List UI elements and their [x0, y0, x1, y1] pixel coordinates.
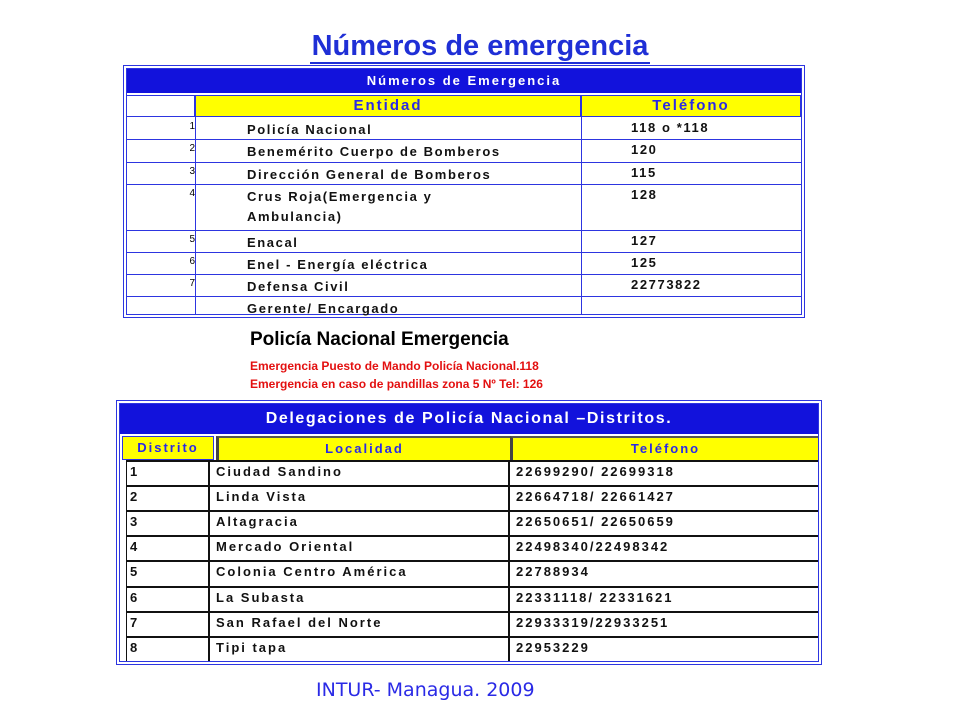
policia-title: Policía Nacional Emergencia: [250, 329, 509, 350]
row-entidad: Benemérito Cuerpo de Bomberos: [247, 144, 501, 159]
row-number: 1: [189, 121, 195, 132]
row-localidad: Ciudad Sandino: [216, 464, 343, 479]
row-localidad: La Subasta: [216, 590, 306, 605]
row-telefono: 22664718/ 22661427: [516, 489, 675, 504]
row-distrito: 6: [130, 590, 140, 605]
policia-line-2: Emergencia en caso de pandillas zona 5 Nº Tel: 126: [250, 377, 543, 391]
row-localidad: Mercado Oriental: [216, 539, 355, 554]
table-row: [126, 611, 818, 634]
table1-col-telefono: Teléfono: [581, 95, 801, 117]
row-entidad: Policía Nacional: [247, 122, 373, 137]
table2-col-localidad: Localidad: [216, 436, 510, 460]
table2-col-distrito: Distrito: [122, 436, 214, 460]
table-row: [127, 162, 801, 185]
row-number: 2: [189, 143, 195, 154]
row-telefono: 22699290/ 22699318: [516, 464, 675, 479]
table-row: [126, 636, 818, 657]
row-localidad: San Rafael del Norte: [216, 615, 383, 630]
table-row: [127, 230, 801, 253]
table-row: [126, 560, 818, 583]
row-distrito: 4: [130, 539, 140, 554]
row-telefono: 22933319/22933251: [516, 615, 670, 630]
row-telefono: 127: [631, 233, 658, 248]
table1-col-entidad: Entidad: [195, 95, 581, 117]
row-number: 4: [189, 188, 195, 199]
row-telefono: 115: [631, 165, 657, 180]
row-localidad: Linda Vista: [216, 489, 308, 504]
row-telefono: 22498340/22498342: [516, 539, 670, 554]
table2-col-telefono: Teléfono: [510, 436, 818, 460]
row-entidad: Defensa Civil: [247, 279, 350, 294]
police-delegations-table: [116, 400, 822, 665]
table-row: [127, 117, 801, 140]
row-telefono: 120: [631, 142, 658, 157]
row-localidad: Altagracia: [216, 514, 299, 529]
row-entidad: Dirección General de Bomberos: [247, 167, 492, 182]
row-entidad: Gerente/ Encargado: [247, 301, 400, 316]
row-number: 5: [189, 234, 195, 245]
table-row: [126, 510, 818, 533]
page-title-text: Números de emergencia: [311, 30, 649, 62]
table1-col-blank: [127, 95, 195, 117]
row-distrito: 3: [130, 514, 140, 529]
row-distrito: 5: [130, 564, 140, 579]
row-telefono: 22788934: [516, 564, 590, 579]
row-distrito: 1: [130, 464, 140, 479]
row-entidad: Enacal: [247, 235, 299, 250]
row-localidad: Tipi tapa: [216, 640, 288, 655]
policia-line-1: Emergencia Puesto de Mando Policía Nacional.118: [250, 359, 539, 373]
emergency-numbers-table: [123, 65, 805, 318]
footer-credit: INTUR- Managua. 2009: [316, 679, 535, 701]
row-telefono: 125: [631, 255, 658, 270]
row-localidad: Colonia Centro América: [216, 564, 408, 579]
row-telefono: 22650651/ 22650659: [516, 514, 675, 529]
row-telefono: 22331118/ 22331621: [516, 590, 674, 605]
table-row: [127, 252, 801, 275]
table-row: [127, 184, 801, 231]
row-telefono: 128: [631, 187, 658, 202]
page-title: [0, 30, 960, 63]
table-row: [126, 535, 818, 558]
row-entidad: Enel - Energía eléctrica: [247, 257, 429, 272]
table1-header: Números de Emergencia: [127, 69, 801, 93]
row-number: 3: [189, 166, 195, 177]
row-telefono: 118 o *118: [631, 120, 710, 135]
table-row: [127, 274, 801, 297]
table-row: [126, 586, 818, 609]
row-entidad: Crus Roja(Emergencia y Ambulancia): [247, 189, 433, 224]
table-row: [127, 296, 801, 316]
table-row: [126, 460, 818, 483]
table-row: [127, 139, 801, 163]
row-distrito: 2: [130, 489, 140, 504]
row-number: 6: [189, 256, 195, 267]
row-distrito: 7: [130, 615, 140, 630]
row-distrito: 8: [130, 640, 140, 655]
row-telefono: 22773822: [631, 277, 702, 292]
row-number: 7: [189, 278, 195, 289]
table-row: [126, 485, 818, 508]
table2-header: Delegaciones de Policía Nacional –Distritos.: [120, 404, 818, 434]
row-telefono: 22953229: [516, 640, 590, 655]
